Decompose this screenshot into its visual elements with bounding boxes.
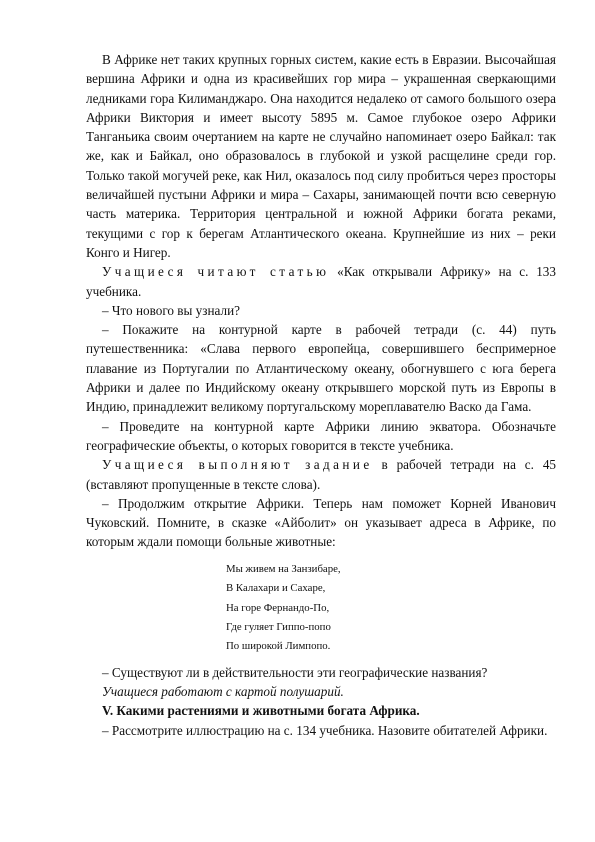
paragraph-illustration-task: – Рассмотрите иллюстрацию на с. 134 учебника. Назовите обитателей Африки. <box>102 722 548 738</box>
spaced-instruction-text: Учащиеся читают статью <box>102 264 330 280</box>
paragraph-equator-task: – Проведите на контурной карте Африки линию экватора. Обозначьте географические объекты, о которых говорится в тексте учебника. <box>86 418 556 453</box>
section-heading-plants-animals: V. Какими растениями и животными богата Африка. <box>102 703 420 719</box>
paragraph-students-workbook <box>86 455 556 494</box>
paragraph-students-read <box>86 262 556 301</box>
poem-line: Мы живем на Занзибаре, <box>226 562 341 575</box>
instruction-rest-text: в рабочей тетради на с. 45 (вставляют пропущенные в тексте слова). <box>86 457 557 492</box>
poem-line: На горе Фернандо-По, <box>226 601 330 614</box>
poem-line: Где гуляет Гиппо-попо <box>226 620 331 633</box>
students-work-with-map: Учащиеся работают с картой полушарий. <box>102 684 344 700</box>
question-geographic-names: – Существуют ли в действительности эти географические названия? <box>102 664 488 680</box>
poem-aibolit <box>226 560 556 657</box>
paragraph-vasco-da-gama: – Покажите на контурной карте в рабочей тетради (с. 44) путь путешественника: «Слава первого европейца, совершившего беспримерное плавание из Португалии по Атлантическому океану, обогнувшего с юга берега Африки и далее по Индийскому океану открывшего морской путь из Европы в Индию, принадлежит великому португальскому мореплавателю Васко да Гама. <box>86 322 556 415</box>
paragraph-africa-relief: В Африке нет таких крупных горных систем, какие есть в Евразии. Высочайшая вершина Африки и одна из красивейших гор мира – украшенная сверкающими ледниками гора Килиманджаро. Она находится недалеко от самого большого озера Африки Виктория и имеет высоту 5895 м. Самое глубокое озеро Африки Танганьика своим очертанием на карте не случайно напоминает озеро Байкал: так же, как и Байкал, оно образовалось в глубокой и узкой расщелине среди гор. Только такой могучей реке, как Нил, оказалось под силу пробиться через просторы величайшей пустыни Африки и мира – Сахары, занимающей почти всю северную часть материка. Территория центральной и южной Африки богата реками, текущими с гор к берегам Атлантического океана. Крупнейшие из них – реки Конго и Нигер. <box>86 52 556 260</box>
poem-line: В Калахари и Сахаре, <box>226 582 326 595</box>
document-page <box>86 50 556 740</box>
paragraph-chukovsky: – Продолжим открытие Африки. Теперь нам поможет Корней Иванович Чуковский. Помните, в сказке «Айболит» он указывает адреса в Африке, по которым ждали помощи больные животные: <box>86 495 556 550</box>
instruction-rest-text: «Как открывали Африку» на с. 133 учебника. <box>86 264 556 299</box>
spaced-instruction-text: Учащиеся выполняют задание <box>102 457 373 473</box>
question-what-new: – Что нового вы узнали? <box>102 302 240 318</box>
poem-line: По широкой Лимпопо. <box>226 640 331 653</box>
